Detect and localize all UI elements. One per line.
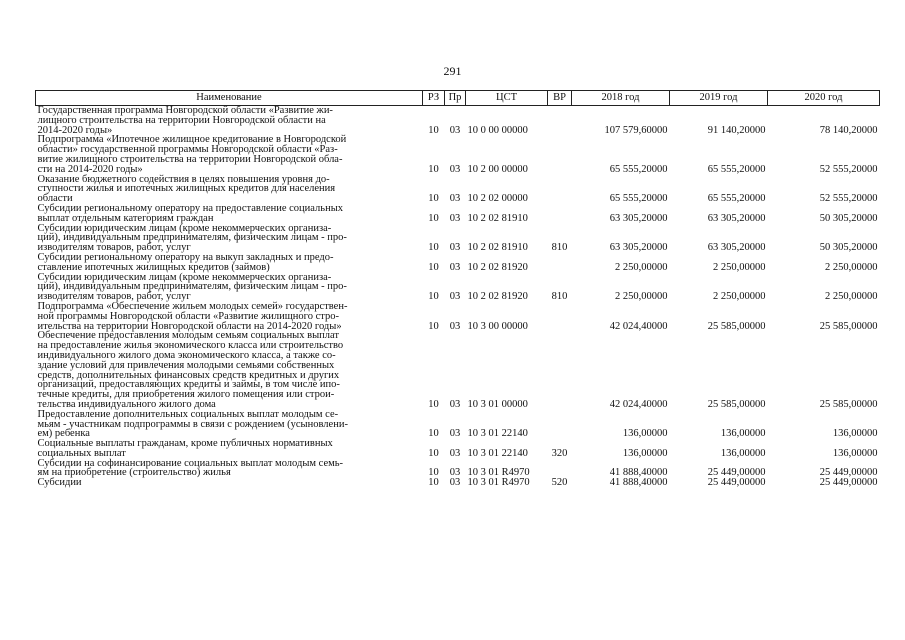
row-cst: 10 2 00 00000 — [467, 163, 528, 175]
row-cst: 10 3 01 R4970 — [467, 467, 530, 479]
row-value-2018: 41 888,40000 — [609, 467, 668, 479]
row-name: Субсидии юридическим лицам (кроме некоммерческих организа- ций), индивидуальным предпринимателям, физическим лицам - про- изводителям товаров, работ, услуг — [37, 271, 347, 303]
row-rz: 10 — [428, 447, 439, 459]
row-vr — [548, 106, 572, 136]
row-value-2018: 42 024,40000 — [609, 320, 668, 332]
row-value-2018: 107 579,60000 — [604, 124, 668, 136]
row-pr: 03 — [449, 261, 461, 273]
header-vr: ВР — [548, 91, 572, 106]
row-value-2018: 65 555,20000 — [609, 163, 668, 175]
row-vr: 810 — [551, 242, 568, 254]
table-row — [36, 302, 880, 331]
row-cst: 10 0 00 00000 — [467, 124, 528, 136]
row-value-2019: 91 140,20000 — [707, 124, 766, 136]
row-vr — [548, 410, 572, 439]
row-vr: 520 — [551, 477, 568, 489]
row-value-2018: 136,00000 — [622, 447, 668, 459]
row-pr: 03 — [449, 193, 461, 205]
header-2018: 2018 год — [572, 91, 670, 106]
row-cst: 10 2 02 81920 — [467, 291, 528, 303]
row-value-2020: 2 250,00000 — [825, 291, 878, 303]
row-name: Подпрограмма «Обеспечение жильем молодых семей» государствен- ной программы Новгородской области «Развитие жилищного стро- ительства на территории Новгородской области на 2014-2020 годы» — [37, 300, 348, 332]
row-name: Социальные выплаты гражданам, кроме публичных нормативных социальных выплат — [37, 438, 333, 459]
row-value-2019: 25 449,00000 — [707, 467, 766, 479]
page-number: 291 — [443, 64, 462, 78]
row-rz: 10 — [428, 163, 439, 175]
row-name: Субсидии на софинансирование социальных выплат молодым семь- ям на приобретение (строительство) жилья — [37, 457, 344, 479]
row-name: Субсидии региональному оператору на предоставление социальных выплат отдельным категориям граждан — [37, 202, 343, 224]
row-rz: 10 — [428, 242, 439, 254]
row-value-2020: 52 555,20000 — [819, 193, 878, 205]
row-name: Обеспечение предоставления молодым семьям социальных выплат на предоставление жилья экономического класса или строительство индивидуального жилого дома экономического класса, а также со- здание условий для привлечения молодыми семьями собственных средств, дополнительных финансовых средств кредитных и других организаций, предоставляющих кредиты и займы, в том числе ипо- течные кредиты, для приобретения жилого помещения или строи- тельства индивидуального жилого дома — [37, 330, 344, 410]
row-value-2020: 52 555,20000 — [819, 163, 878, 175]
row-value-2018: 63 305,20000 — [609, 212, 668, 224]
table-row — [36, 224, 880, 253]
row-name: Предоставление дополнительных социальных выплат молодым се- мьям - участникам подпрограммы в связи с рождением (усыновлени- ем) ребенка — [37, 408, 348, 440]
row-rz: 10 — [428, 428, 439, 440]
row-pr: 03 — [449, 428, 461, 440]
row-value-2018: 2 250,00000 — [615, 291, 668, 303]
header-2019: 2019 год — [670, 91, 768, 106]
row-rz: 10 — [428, 467, 439, 479]
row-value-2020: 25 585,00000 — [819, 320, 878, 332]
header-cst: ЦСТ — [466, 91, 548, 106]
row-cst: 10 2 02 81920 — [467, 261, 528, 273]
table-row — [36, 410, 880, 439]
row-value-2018: 63 305,20000 — [609, 242, 668, 254]
row-value-2018: 65 555,20000 — [609, 193, 668, 205]
row-cst: 10 3 01 00000 — [467, 398, 528, 410]
row-pr: 03 — [449, 212, 461, 224]
row-rz: 10 — [428, 261, 439, 273]
row-value-2019: 65 555,20000 — [707, 193, 766, 205]
row-value-2019: 2 250,00000 — [713, 261, 766, 273]
row-value-2019: 25 449,00000 — [707, 477, 766, 489]
row-value-2019: 2 250,00000 — [713, 291, 766, 303]
row-value-2020: 136,00000 — [832, 447, 878, 459]
row-value-2019: 136,00000 — [720, 447, 766, 459]
row-value-2020: 25 449,00000 — [819, 467, 878, 479]
row-cst: 10 3 01 22140 — [467, 428, 528, 440]
row-cst: 10 2 02 81910 — [467, 212, 528, 224]
row-pr: 03 — [449, 447, 461, 459]
row-value-2019: 63 305,20000 — [707, 242, 766, 254]
row-name: Субсидии — [37, 477, 82, 489]
row-vr: 320 — [551, 447, 568, 459]
row-rz: 10 — [428, 477, 439, 489]
row-value-2018: 42 024,40000 — [609, 398, 668, 410]
row-vr — [548, 302, 572, 331]
row-rz: 10 — [428, 212, 439, 224]
row-value-2020: 136,00000 — [832, 428, 878, 440]
row-pr: 03 — [449, 398, 461, 410]
table-row — [36, 175, 880, 204]
row-cst: 10 3 01 22140 — [467, 447, 528, 459]
budget-table — [35, 90, 880, 488]
row-vr — [548, 175, 572, 204]
row-pr: 03 — [449, 467, 461, 479]
table-row — [36, 273, 880, 302]
table-row — [36, 478, 880, 488]
row-rz: 10 — [428, 193, 439, 205]
table-row — [36, 459, 880, 479]
row-name: Государственная программа Новгородской области «Развитие жи- лищного строительства на территории Новгородской области на 2014-2020 годы» — [37, 105, 333, 136]
row-vr — [548, 135, 572, 174]
row-name: Субсидии региональному оператору на выкуп закладных и предо- ставление ипотечных жилищных кредитов (займов) — [37, 251, 334, 273]
row-value-2019: 25 585,00000 — [707, 320, 766, 332]
row-value-2018: 41 888,40000 — [609, 477, 668, 489]
table-row — [36, 439, 880, 459]
row-rz: 10 — [428, 291, 439, 303]
row-cst: 10 3 01 R4970 — [467, 477, 530, 489]
table-row — [36, 106, 880, 136]
row-value-2019: 136,00000 — [720, 428, 766, 440]
table-row — [36, 331, 880, 409]
row-value-2020: 50 305,20000 — [819, 212, 878, 224]
table-body — [36, 106, 880, 489]
row-pr: 03 — [449, 163, 461, 175]
table-row — [36, 135, 880, 174]
row-value-2019: 25 585,00000 — [707, 398, 766, 410]
row-name: Подпрограмма «Ипотечное жилищное кредитование в Новгородской области» государственной программы Новгородской области «Раз- витие жилищного строительства на территории Новгородской обла- сти на 2014-2020 годы» — [37, 134, 347, 175]
row-vr — [548, 331, 572, 409]
row-value-2020: 78 140,20000 — [819, 124, 878, 136]
header-name: Наименование — [36, 91, 423, 106]
row-vr — [548, 459, 572, 479]
row-value-2020: 50 305,20000 — [819, 242, 878, 254]
row-cst: 10 3 00 00000 — [467, 320, 528, 332]
table-row — [36, 253, 880, 273]
row-pr: 03 — [449, 124, 461, 136]
row-value-2020: 25 449,00000 — [819, 477, 878, 489]
row-pr: 03 — [449, 291, 461, 303]
row-rz: 10 — [428, 320, 439, 332]
row-rz: 10 — [428, 124, 439, 136]
row-rz: 10 — [428, 398, 439, 410]
header-rz: РЗ — [423, 91, 445, 106]
row-vr — [548, 204, 572, 224]
row-vr: 810 — [551, 291, 568, 303]
row-value-2019: 63 305,20000 — [707, 212, 766, 224]
header-row — [36, 91, 880, 106]
table-row — [36, 204, 880, 224]
row-name: Оказание бюджетного содействия в целях повышения уровня до- ступности жилья и ипотечных жилищных кредитов для населения области — [37, 173, 336, 205]
header-2020: 2020 год — [768, 91, 880, 106]
row-pr: 03 — [449, 320, 461, 332]
row-value-2018: 136,00000 — [622, 428, 668, 440]
row-cst: 10 2 02 81910 — [467, 242, 528, 254]
row-pr: 03 — [449, 242, 461, 254]
row-value-2020: 2 250,00000 — [825, 261, 878, 273]
row-value-2018: 2 250,00000 — [615, 261, 668, 273]
header-pr: Пр — [445, 91, 466, 106]
row-value-2019: 65 555,20000 — [707, 163, 766, 175]
row-vr — [548, 253, 572, 273]
row-cst: 10 2 02 00000 — [467, 193, 528, 205]
row-pr: 03 — [449, 477, 461, 489]
row-name: Субсидии юридическим лицам (кроме некоммерческих организа- ций), индивидуальным предпринимателям, физическим лицам - про- изводителям товаров, работ, услуг — [37, 222, 347, 254]
row-value-2020: 25 585,00000 — [819, 398, 878, 410]
